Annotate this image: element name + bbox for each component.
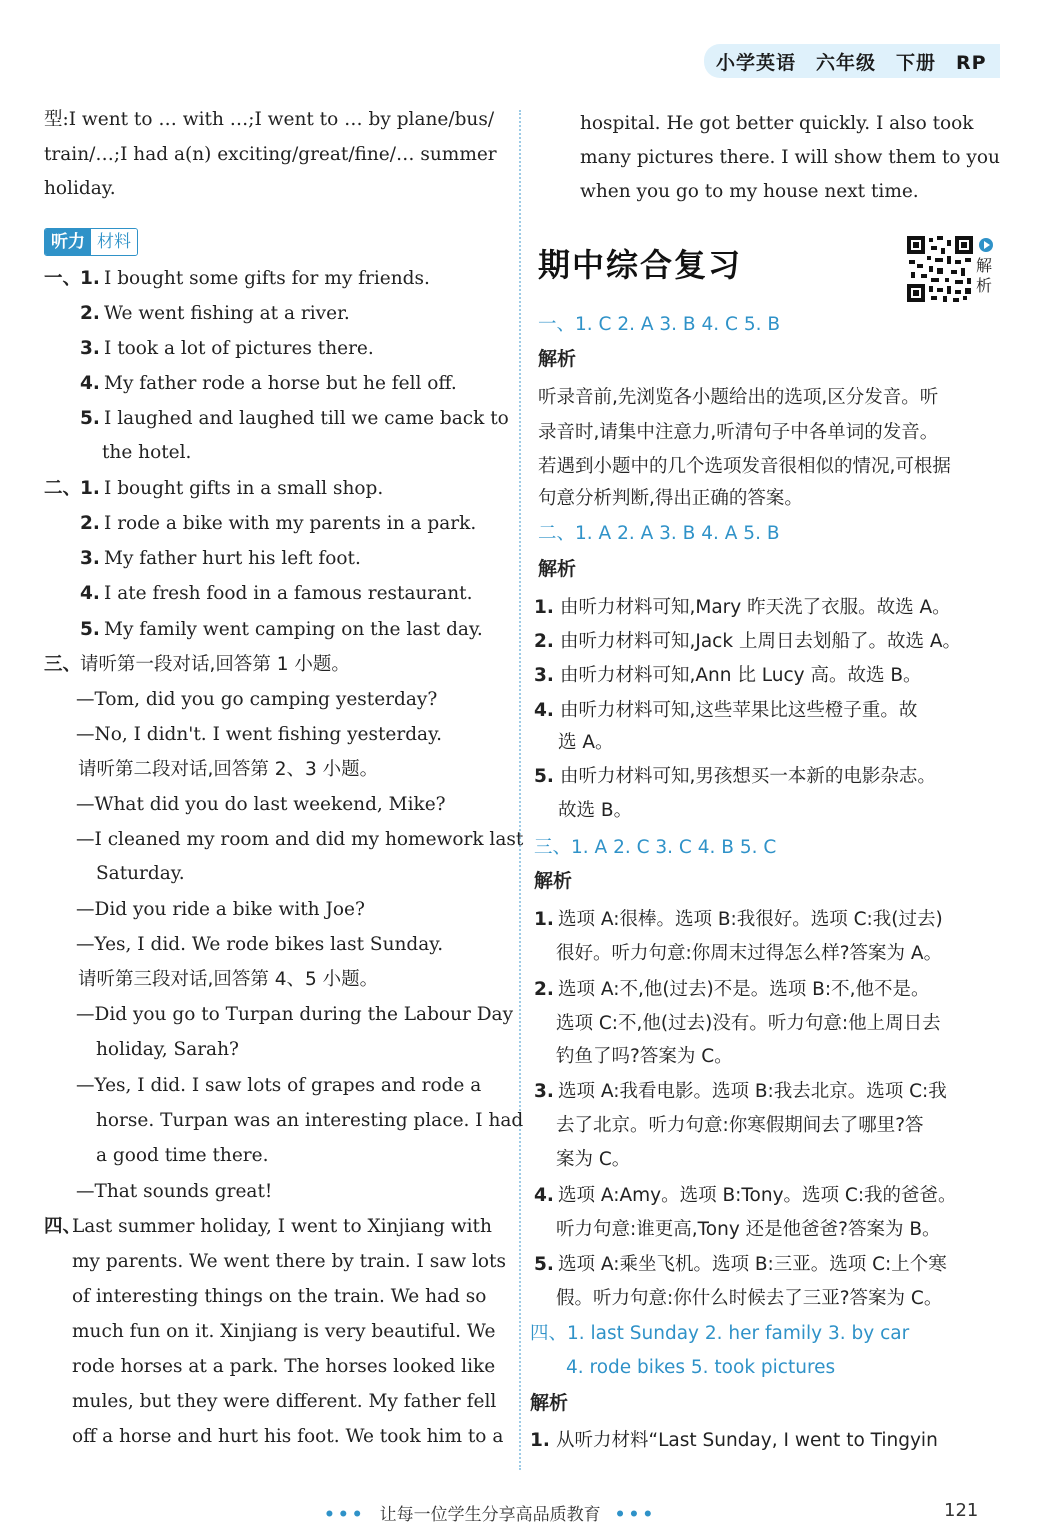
material-line: My father hurt his left foot. [104,548,361,569]
qr-code-icon[interactable] [907,236,973,302]
material-line: a good time there. [96,1145,269,1166]
item-number: 5. [80,408,100,429]
analysis-line: 选项 A:很棒。选项 B:我很好。选项 C:我(过去) [558,909,943,930]
left-top-line: 型:I went to … with …;I went to … by plane/bus/ [44,109,495,130]
analysis-heading: 解析 [530,1392,569,1414]
answers-section-4a: 四、1. last Sunday 2. her family 3. by car [530,1323,910,1344]
analysis-line: 选项 A:不,他(过去)不是。选项 B:不,他不是。 [558,979,930,1000]
material-line: My family went camping on the last day. [104,619,483,640]
material-line: I laughed and laughed till we came back to [104,408,509,429]
material-line: mules, but they were different. My father fell [72,1391,497,1412]
analysis-line: 故选 B。 [558,800,633,821]
answers-section-1: 一、1. C 2. A 3. B 4. C 5. B [538,314,781,335]
header-grade: 六年级 [816,52,877,74]
material-line: I bought gifts in a small shop. [104,478,384,499]
answers-section-2: 二、1. A 2. A 3. B 4. A 5. B [538,523,780,544]
material-line: —What did you do last weekend, Mike? [76,794,446,815]
analysis-line: 听力句意:谁更高,Tony 还是他爸爸?答案为 B。 [556,1219,941,1240]
material-line: I bought some gifts for my friends. [104,268,430,289]
analysis-heading: 解析 [534,870,573,892]
analysis-line: 钓鱼了吗?答案为 C。 [556,1046,733,1067]
item-number: 1. [80,478,100,499]
material-line: —Did you go to Turpan during the Labour Day [76,1004,514,1025]
analysis-line: 选 A。 [558,732,614,753]
page-number: 121 [944,1500,979,1521]
analysis-line: 由听力材料可知,这些苹果比这些橙子重。故 [560,700,918,721]
material-line: We went fishing at a river. [104,303,350,324]
material-line: my parents. We went there by train. I saw lots [72,1251,506,1272]
item-number: 2. [80,303,100,324]
analysis-line: 由听力材料可知,男孩想买一本新的电影杂志。 [560,766,936,787]
item-number: 4. [80,373,100,394]
analysis-paragraph-line: 若遇到小题中的几个选项发音很相似的情况,可根据 [538,456,951,477]
listening-material-badge [44,228,138,256]
item-number: 1. [534,597,554,618]
analysis-line: 很好。听力句意:你周末过得怎么样?答案为 A。 [556,943,943,964]
item-number: 5. [534,766,554,787]
analysis-line: 去了北京。听力句意:你寒假期间去了哪里?答 [556,1115,924,1136]
item-number: 3. [80,338,100,359]
item-number: 2. [534,631,554,652]
material-line: —Did you ride a bike with Joe? [76,899,365,920]
analysis-line: 案为 C。 [556,1149,631,1170]
badge-part-a: 听力 [45,229,91,255]
play-icon[interactable] [979,238,993,252]
item-number: 4. [80,583,100,604]
analysis-heading: 解析 [538,558,577,580]
analysis-paragraph-line: 句意分析判断,得出正确的答案。 [538,488,803,509]
material-line: —Yes, I did. We rode bikes last Sunday. [76,934,444,955]
item-number: 4. [534,1185,554,1206]
item-number: 3. [534,665,554,686]
material-line: I took a lot of pictures there. [104,338,374,359]
material-line: I rode a bike with my parents in a park. [104,513,477,534]
item-number: 2. [80,513,100,534]
material-line: My father rode a horse but he fell off. [104,373,457,394]
item-number: 5. [80,619,100,640]
material-line: I ate fresh food in a famous restaurant. [104,583,473,604]
analysis-line: 由听力材料可知,Ann 比 Lucy 高。故选 B。 [560,665,922,686]
right-top-line: hospital. He got better quickly. I also took [580,113,974,134]
right-top-line: many pictures there. I will show them to you [580,147,1000,168]
header-edition: RP [956,52,987,74]
left-top-line: holiday. [44,178,116,199]
material-line: Last summer holiday, I went to Xinjiang with [72,1216,492,1237]
material-line: 请听第一段对话,回答第 1 小题。 [80,654,350,675]
material-line: 请听第三段对话,回答第 4、5 小题。 [78,969,379,990]
footer-slogan: 让每一位学生分享高品质教育 [379,1505,601,1525]
badge-part-b: 材料 [91,229,137,255]
answers-section-3: 三、1. A 2. C 3. C 4. B 5. C [534,837,777,858]
analysis-line: 从听力材料“Last Sunday, I went to Tingyin [556,1430,938,1451]
analysis-line: 选项 A:乘坐飞机。选项 B:三亚。选项 C:上个寒 [558,1254,947,1275]
item-number: 2. [534,979,554,1000]
analysis-line: 选项 A:Amy。选项 B:Tony。选项 C:我的爸爸。 [558,1185,957,1206]
section-marker: 一、 [44,268,82,289]
analysis-line: 选项 C:不,他(过去)没有。听力句意:他上周日去 [556,1013,941,1034]
item-number: 5. [534,1254,554,1275]
footer-dots-left: ••• [324,1505,366,1525]
analysis-heading: 解析 [538,348,577,370]
material-line: Saturday. [96,863,185,884]
header-title [716,48,1007,75]
column-divider [519,110,521,1470]
material-line: of interesting things on the train. We had so [72,1286,487,1307]
item-number: 4. [534,700,554,721]
analysis-paragraph-line: 录音时,请集中注意力,听清句子中各单词的发音。 [538,422,939,443]
material-line: the hotel. [102,442,192,463]
material-line: off a horse and hurt his foot. We took him to a [72,1426,504,1447]
material-line: —No, I didn't. I went fishing yesterday. [76,724,442,745]
item-number: 3. [80,548,100,569]
material-line: rode horses at a park. The horses looked like [72,1356,496,1377]
header-subject: 小学英语 [716,52,797,74]
section-marker: 三、 [44,654,82,675]
material-line: —Yes, I did. I saw lots of grapes and rode a [76,1075,482,1096]
item-number: 1. [80,268,100,289]
section-title: 期中综合复习 [538,246,743,284]
right-top-line: when you go to my house next time. [580,181,919,202]
item-number: 1. [534,909,554,930]
material-line: —That sounds great! [76,1181,273,1202]
material-line: much fun on it. Xinjiang is very beautiful. We [72,1321,496,1342]
analysis-paragraph-line: 听录音前,先浏览各小题给出的选项,区分发音。听 [538,387,939,408]
analysis-line: 假。听力句意:你什么时候去了三亚?答案为 C。 [556,1288,943,1309]
analysis-line: 选项 A:我看电影。选项 B:我去北京。选项 C:我 [558,1081,947,1102]
material-line: —I cleaned my room and did my homework last [76,829,524,850]
material-line: horse. Turpan was an interesting place. I had [96,1110,524,1131]
left-top-line: train/…;I had a(n) exciting/great/fine/… summer [44,144,497,165]
material-line: holiday, Sarah? [96,1039,239,1060]
footer [310,1500,670,1525]
section-marker: 四、 [44,1216,82,1237]
item-number: 3. [534,1081,554,1102]
item-number: 1. [530,1430,550,1451]
header-volume: 下册 [896,52,937,74]
answers-section-4b: 4. rode bikes 5. took pictures [566,1357,836,1378]
footer-dots-right: ••• [614,1505,657,1525]
qr-label: 解析 [976,256,993,295]
section-marker: 二、 [44,478,82,499]
analysis-line: 由听力材料可知,Mary 昨天洗了衣服。故选 A。 [560,597,951,618]
material-line: 请听第二段对话,回答第 2、3 小题。 [78,759,379,780]
analysis-line: 由听力材料可知,Jack 上周日去划船了。故选 A。 [560,631,961,652]
material-line: —Tom, did you go camping yesterday? [76,689,438,710]
